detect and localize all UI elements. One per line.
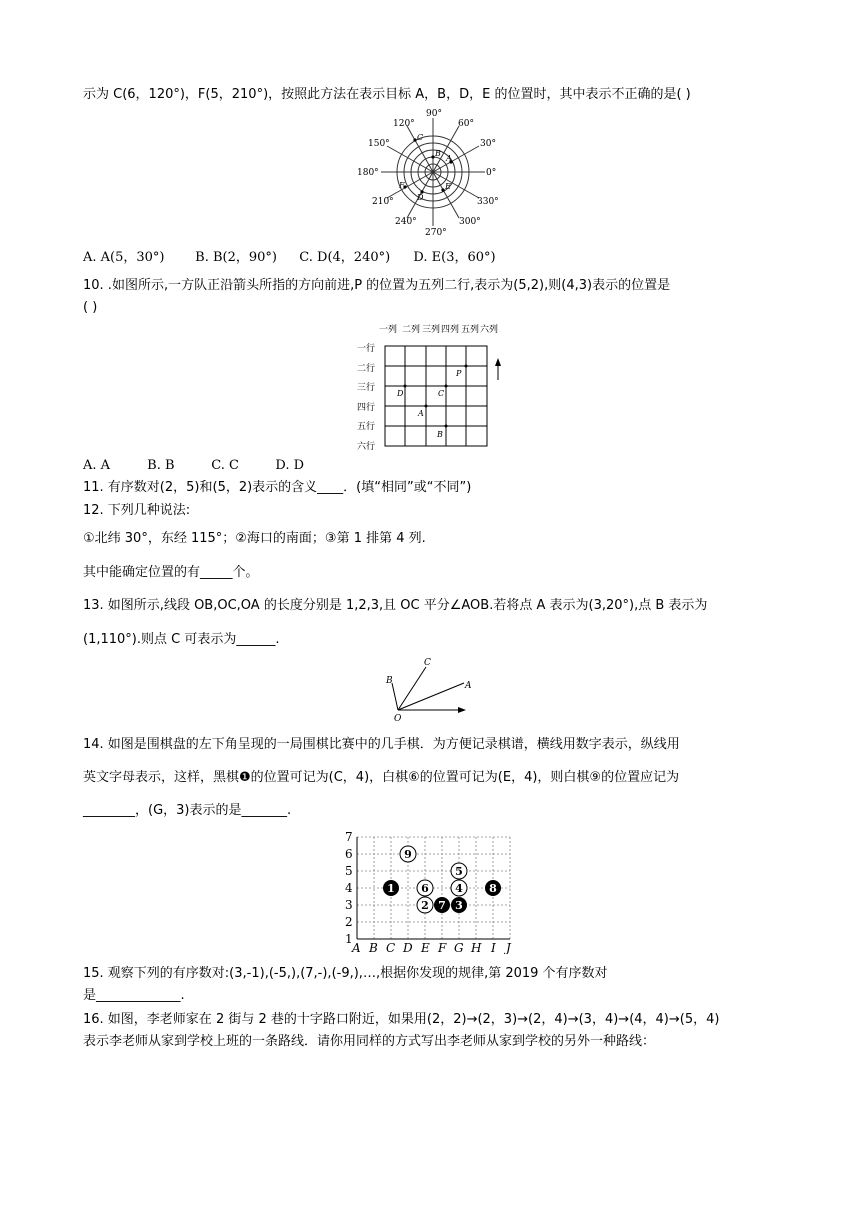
q9-polar-figure <box>355 108 505 238</box>
q12-text-1: 12. 下列几种说法: <box>83 503 191 518</box>
q10-text-2: ( ) <box>83 300 98 315</box>
angle-330: 330° <box>477 197 499 207</box>
row-3: 三行 <box>357 383 376 393</box>
q9-text: 示为 C(6，120°)，F(5，210°)，按照此方法在表示目标 A，B，D，E 的位置时，其中表示不正确的是( ) <box>83 87 691 102</box>
direction-arrow-icon <box>495 358 501 366</box>
y-label-3: 3 <box>345 898 353 912</box>
y-label-6: 6 <box>345 847 353 861</box>
y-label-1: 1 <box>345 932 353 946</box>
col-5: 五列 <box>461 325 480 335</box>
stone-num-8: 8 <box>489 882 497 895</box>
point-F: F <box>399 181 405 190</box>
q14-text-2: 英文字母表示，这样，黑棋❶的位置可记为(C，4)，白棋⑥的位置可记为(E，4)，则白棋⑨的位置应记为 <box>83 770 680 785</box>
point-D: D <box>397 389 404 398</box>
row-6: 六行 <box>357 442 376 452</box>
y-label-7: 7 <box>345 830 353 844</box>
angle-180: 180° <box>357 168 379 178</box>
x-label-G: G <box>454 941 464 954</box>
point-B: B <box>437 430 443 439</box>
label-C: C <box>424 658 431 668</box>
label-O: O <box>394 714 402 723</box>
stone-num-3: 3 <box>455 899 463 912</box>
x-label-D: D <box>403 941 413 954</box>
col-6: 六列 <box>480 325 499 335</box>
point-B: B <box>435 149 441 158</box>
x-label-C: C <box>386 941 396 954</box>
y-label-2: 2 <box>345 915 353 929</box>
q10-option-d[interactable]: D. D <box>275 458 305 473</box>
label-B: B <box>386 676 393 686</box>
angle-120: 120° <box>393 119 415 129</box>
q13-rays-figure <box>380 655 480 723</box>
x-label-B: B <box>369 941 378 954</box>
x-label-A: A <box>352 941 361 954</box>
col-2: 二列 <box>402 325 421 335</box>
q9-option-a[interactable]: A. A(5，30°) <box>83 250 165 265</box>
angle-210: 210° <box>372 197 394 207</box>
col-3: 三列 <box>422 325 441 335</box>
q12-text-2: ①北纬 30°，东经 115°；②海口的南面；③第 1 排第 4 列. <box>83 531 426 546</box>
q9-option-c[interactable]: C. D(4，240°) <box>299 250 391 265</box>
x-label-I: I <box>491 941 496 954</box>
x-label-E: E <box>421 941 430 954</box>
q14-text-3: ________，(G，3)表示的是_______. <box>83 803 292 818</box>
q12-text-3: 其中能确定位置的有_____个。 <box>83 565 259 580</box>
q16-text-1: 16. 如图，李老师家在 2 街与 2 巷的十字路口附近，如果用(2，2)→(2，3)→(2，4)→(3，4)→(4，4)→(5，4) <box>83 1012 720 1027</box>
q10-grid-figure <box>355 320 515 452</box>
q14-go-board-figure <box>340 828 520 954</box>
axis-arrow-icon <box>458 707 466 713</box>
row-2: 二行 <box>357 364 376 374</box>
x-label-H: H <box>471 941 482 954</box>
q16-text-2: 表示李老师从家到学校上班的一条路线．请你用同样的方式写出李老师从家到学校的另外一种路线： <box>83 1034 656 1049</box>
y-label-5: 5 <box>345 864 353 878</box>
x-label-F: F <box>438 941 447 954</box>
point-D: D <box>417 193 424 202</box>
q10-text-1: 10. .如图所示,一方队正沿箭头所指的方向前进,P 的位置为五列二行,表示为(5,2),则(4,3)表示的位置是 <box>83 278 671 293</box>
col-4: 四列 <box>441 325 460 335</box>
q9-option-d[interactable]: D. E(3，60°) <box>413 250 496 265</box>
stone-num-6: 6 <box>421 882 429 895</box>
q9-options <box>83 250 496 266</box>
angle-150: 150° <box>368 139 390 149</box>
q9-option-b[interactable]: B. B(2，90°) <box>195 250 277 265</box>
stone-num-4: 4 <box>455 882 463 895</box>
q10-option-c[interactable]: C. C <box>211 458 239 473</box>
point-A: A <box>446 154 452 163</box>
row-4: 四行 <box>357 403 376 413</box>
point-C: C <box>438 389 445 398</box>
y-label-4: 4 <box>345 881 353 895</box>
stone-num-5: 5 <box>455 865 463 878</box>
q13-text-2: (1,110°).则点 C 可表示为______. <box>83 632 280 647</box>
q14-text-1: 14. 如图是围棋盘的左下角呈现的一局围棋比赛中的几手棋．为方便记录棋谱，横线用数字表示，纵线用 <box>83 737 680 752</box>
angle-90: 90° <box>426 109 442 119</box>
q10-option-a[interactable]: A. A <box>83 458 111 473</box>
q11-text: 11. 有序数对(2，5)和(5，2)表示的含义____．(填“相同”或“不同”) <box>83 480 472 495</box>
x-label-J: J <box>506 941 511 954</box>
point-C: C <box>417 133 424 142</box>
row-1: 一行 <box>357 344 376 354</box>
stone-num-1: 1 <box>387 882 395 895</box>
q10-options <box>83 458 304 474</box>
angle-0: 0° <box>486 168 497 178</box>
q15-text-2: 是_____________. <box>83 988 185 1003</box>
angle-300: 300° <box>459 217 481 227</box>
angle-270: 270° <box>425 228 447 238</box>
angle-30: 30° <box>480 139 496 149</box>
row-5: 五行 <box>357 422 376 432</box>
stone-num-2: 2 <box>421 899 429 912</box>
col-1: 一列 <box>379 325 398 335</box>
stone-num-7: 7 <box>438 899 446 912</box>
angle-240: 240° <box>395 217 417 227</box>
point-A: A <box>418 409 424 418</box>
label-A: A <box>465 681 472 691</box>
q13-text-1: 13. 如图所示,线段 OB,OC,OA 的长度分别是 1,2,3,且 OC 平分∠AOB.若将点 A 表示为(3,20°),点 B 表示为 <box>83 598 708 613</box>
stone-num-9: 9 <box>404 848 412 861</box>
q15-text-1: 15. 观察下列的有序数对:(3,-1),(-5,),(7,-),(-9,),…,根据你发现的规律,第 2019 个有序数对 <box>83 966 608 981</box>
point-E: E <box>445 182 451 191</box>
angle-60: 60° <box>458 119 474 129</box>
q10-option-b[interactable]: B. B <box>147 458 175 473</box>
point-P: P <box>456 369 462 378</box>
